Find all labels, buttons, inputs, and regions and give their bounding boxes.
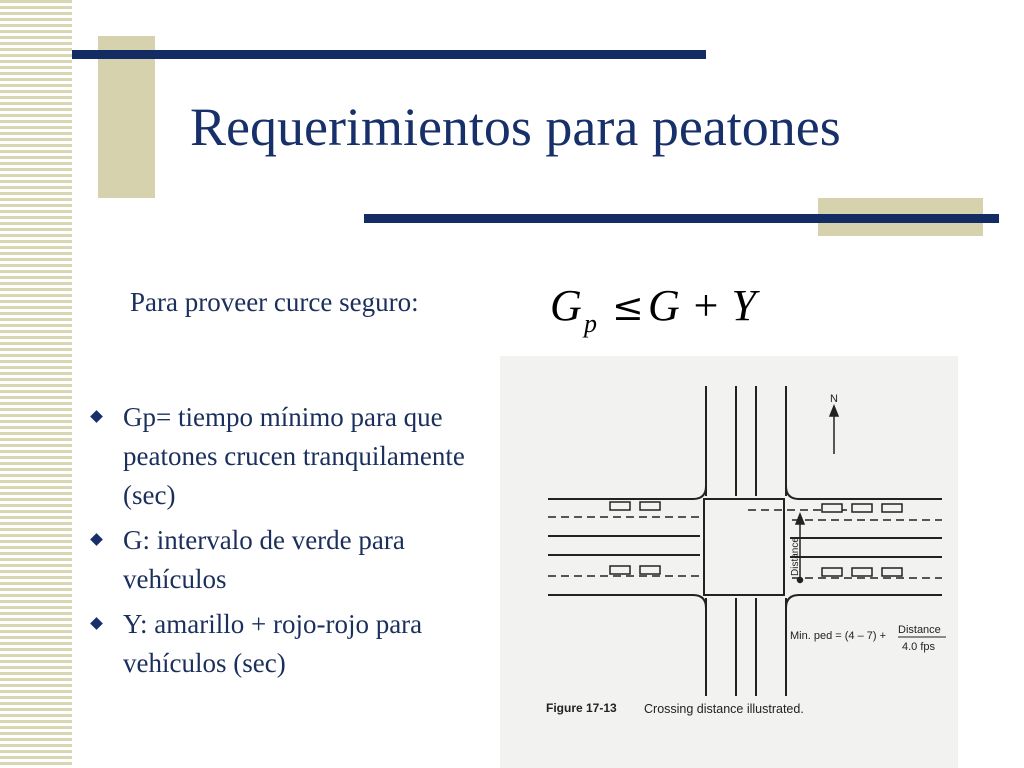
formula-lhs: G xyxy=(550,281,582,330)
intersection-diagram xyxy=(500,356,958,768)
bullet-diamond-icon xyxy=(90,533,103,546)
bullet-list xyxy=(88,398,508,689)
bullet-item xyxy=(88,605,508,683)
distance-label: Distance xyxy=(790,537,801,576)
intersection-figure xyxy=(500,356,958,768)
fraction-numerator: Distance xyxy=(898,624,941,636)
bullet-item xyxy=(88,521,508,599)
north-label: N xyxy=(830,393,838,405)
decorative-stripes xyxy=(0,0,72,768)
bullet-text: Gp= tiempo mínimo para que peatones crucen tranquilamente (sec) xyxy=(123,402,465,510)
slide-title: Requerimientos para peatones xyxy=(190,97,841,157)
fraction-denominator: 4.0 fps xyxy=(902,641,936,653)
formula-rhs: G + Y xyxy=(648,281,756,330)
formula-operator: ≤ xyxy=(612,285,644,329)
bullet-item xyxy=(88,398,508,515)
formula-lhs-subscript: p xyxy=(584,309,597,338)
figure-caption-label: Figure 17-13 xyxy=(546,701,617,715)
figure-caption-text: Crossing distance illustrated. xyxy=(644,702,804,716)
decorative-block-top xyxy=(98,36,155,198)
bullet-diamond-icon xyxy=(90,410,103,423)
subtitle: Para proveer curce seguro: xyxy=(130,287,419,317)
decorative-bar-bottom xyxy=(364,214,999,223)
bullet-text: Y: amarillo + rojo-rojo para vehículos (sec) xyxy=(123,609,423,678)
bullet-text: G: intervalo de verde para vehículos xyxy=(123,525,405,594)
decorative-bar-top xyxy=(72,50,706,59)
min-ped-label: Min. ped = (4 – 7) + xyxy=(790,630,886,642)
bullet-diamond-icon xyxy=(90,617,103,630)
formula xyxy=(548,280,768,340)
